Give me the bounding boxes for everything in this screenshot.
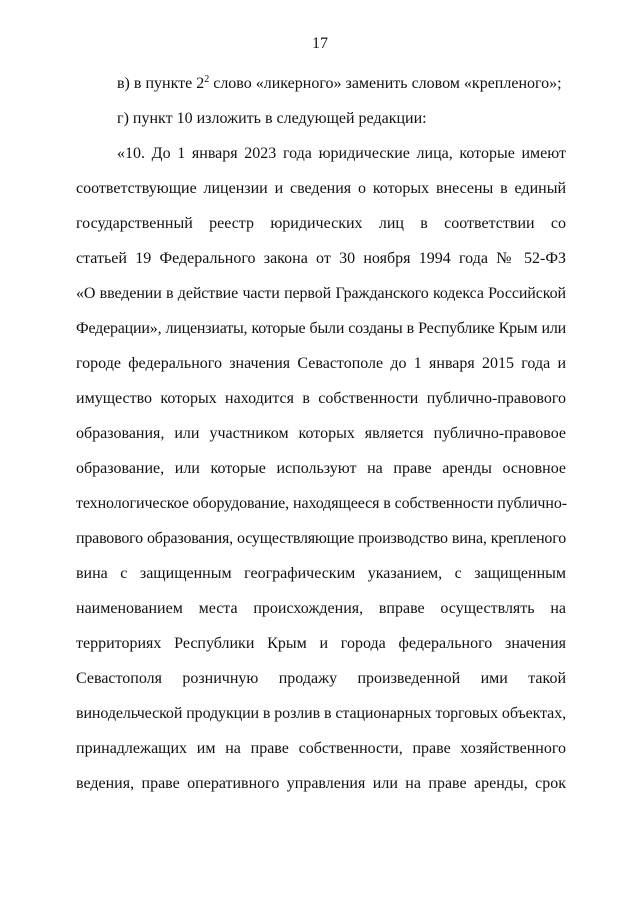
paragraph-line: статьей 19 Федерального закона от 30 ноября 1994 года № 52-ФЗ	[76, 250, 566, 267]
page-number: 17	[312, 35, 328, 52]
paragraph-line: образование, или которые используют на праве аренды основное	[76, 460, 566, 477]
paragraph-line: ведения, праве оперативного управления или на праве аренды, срок	[76, 775, 566, 792]
paragraph-line: вина с защищенным географическим указанием, с защищенным	[76, 565, 566, 582]
paragraph-line: имущество которых находится в собственности публично-правового	[76, 390, 566, 407]
paragraph-line: территориях Республики Крым и города федерального значения	[76, 635, 566, 652]
amendment-item-v-text-after: слово «ликерного» заменить словом «крепленого»;	[209, 75, 562, 92]
paragraph-line: принадлежащих им на праве собственности, праве хозяйственного	[76, 740, 566, 757]
paragraph-line: «10. До 1 января 2023 года юридические лица, которые имеют	[117, 145, 566, 162]
paragraph-line: «О введении в действие части первой Гражданского кодекса Российской	[76, 285, 566, 302]
amendment-item-g: г) пункт 10 изложить в следующей редакции:	[117, 110, 427, 127]
paragraph-line: Федерации», лицензиаты, которые были созданы в Республике Крым или	[76, 320, 566, 337]
paragraph-line: соответствующие лицензии и сведения о которых внесены в единый	[76, 180, 566, 197]
paragraph-line: правового образования, осуществляющие производство вина, крепленого	[76, 530, 566, 547]
paragraph-line: государственный реестр юридических лиц в соответствии со	[76, 215, 566, 232]
amendment-item-v-superscript: 2	[204, 74, 210, 85]
paragraph-line: технологическое оборудование, находящееся в собственности публично-	[76, 495, 567, 512]
paragraph-line: винодельческой продукции в розлив в стационарных торговых объектах,	[76, 705, 566, 722]
amendment-item-v	[117, 74, 566, 94]
paragraph-line: Севастополя розничную продажу произведенной ими такой	[76, 670, 566, 687]
paragraph-line: наименованием места происхождения, вправе осуществлять на	[76, 600, 566, 617]
paragraph-line: образования, или участником которых является публично-правовое	[76, 425, 566, 442]
amendment-item-v-text-before: в) в пункте 2	[117, 75, 205, 92]
paragraph-line: городе федерального значения Севастополе до 1 января 2015 года и	[76, 355, 566, 372]
